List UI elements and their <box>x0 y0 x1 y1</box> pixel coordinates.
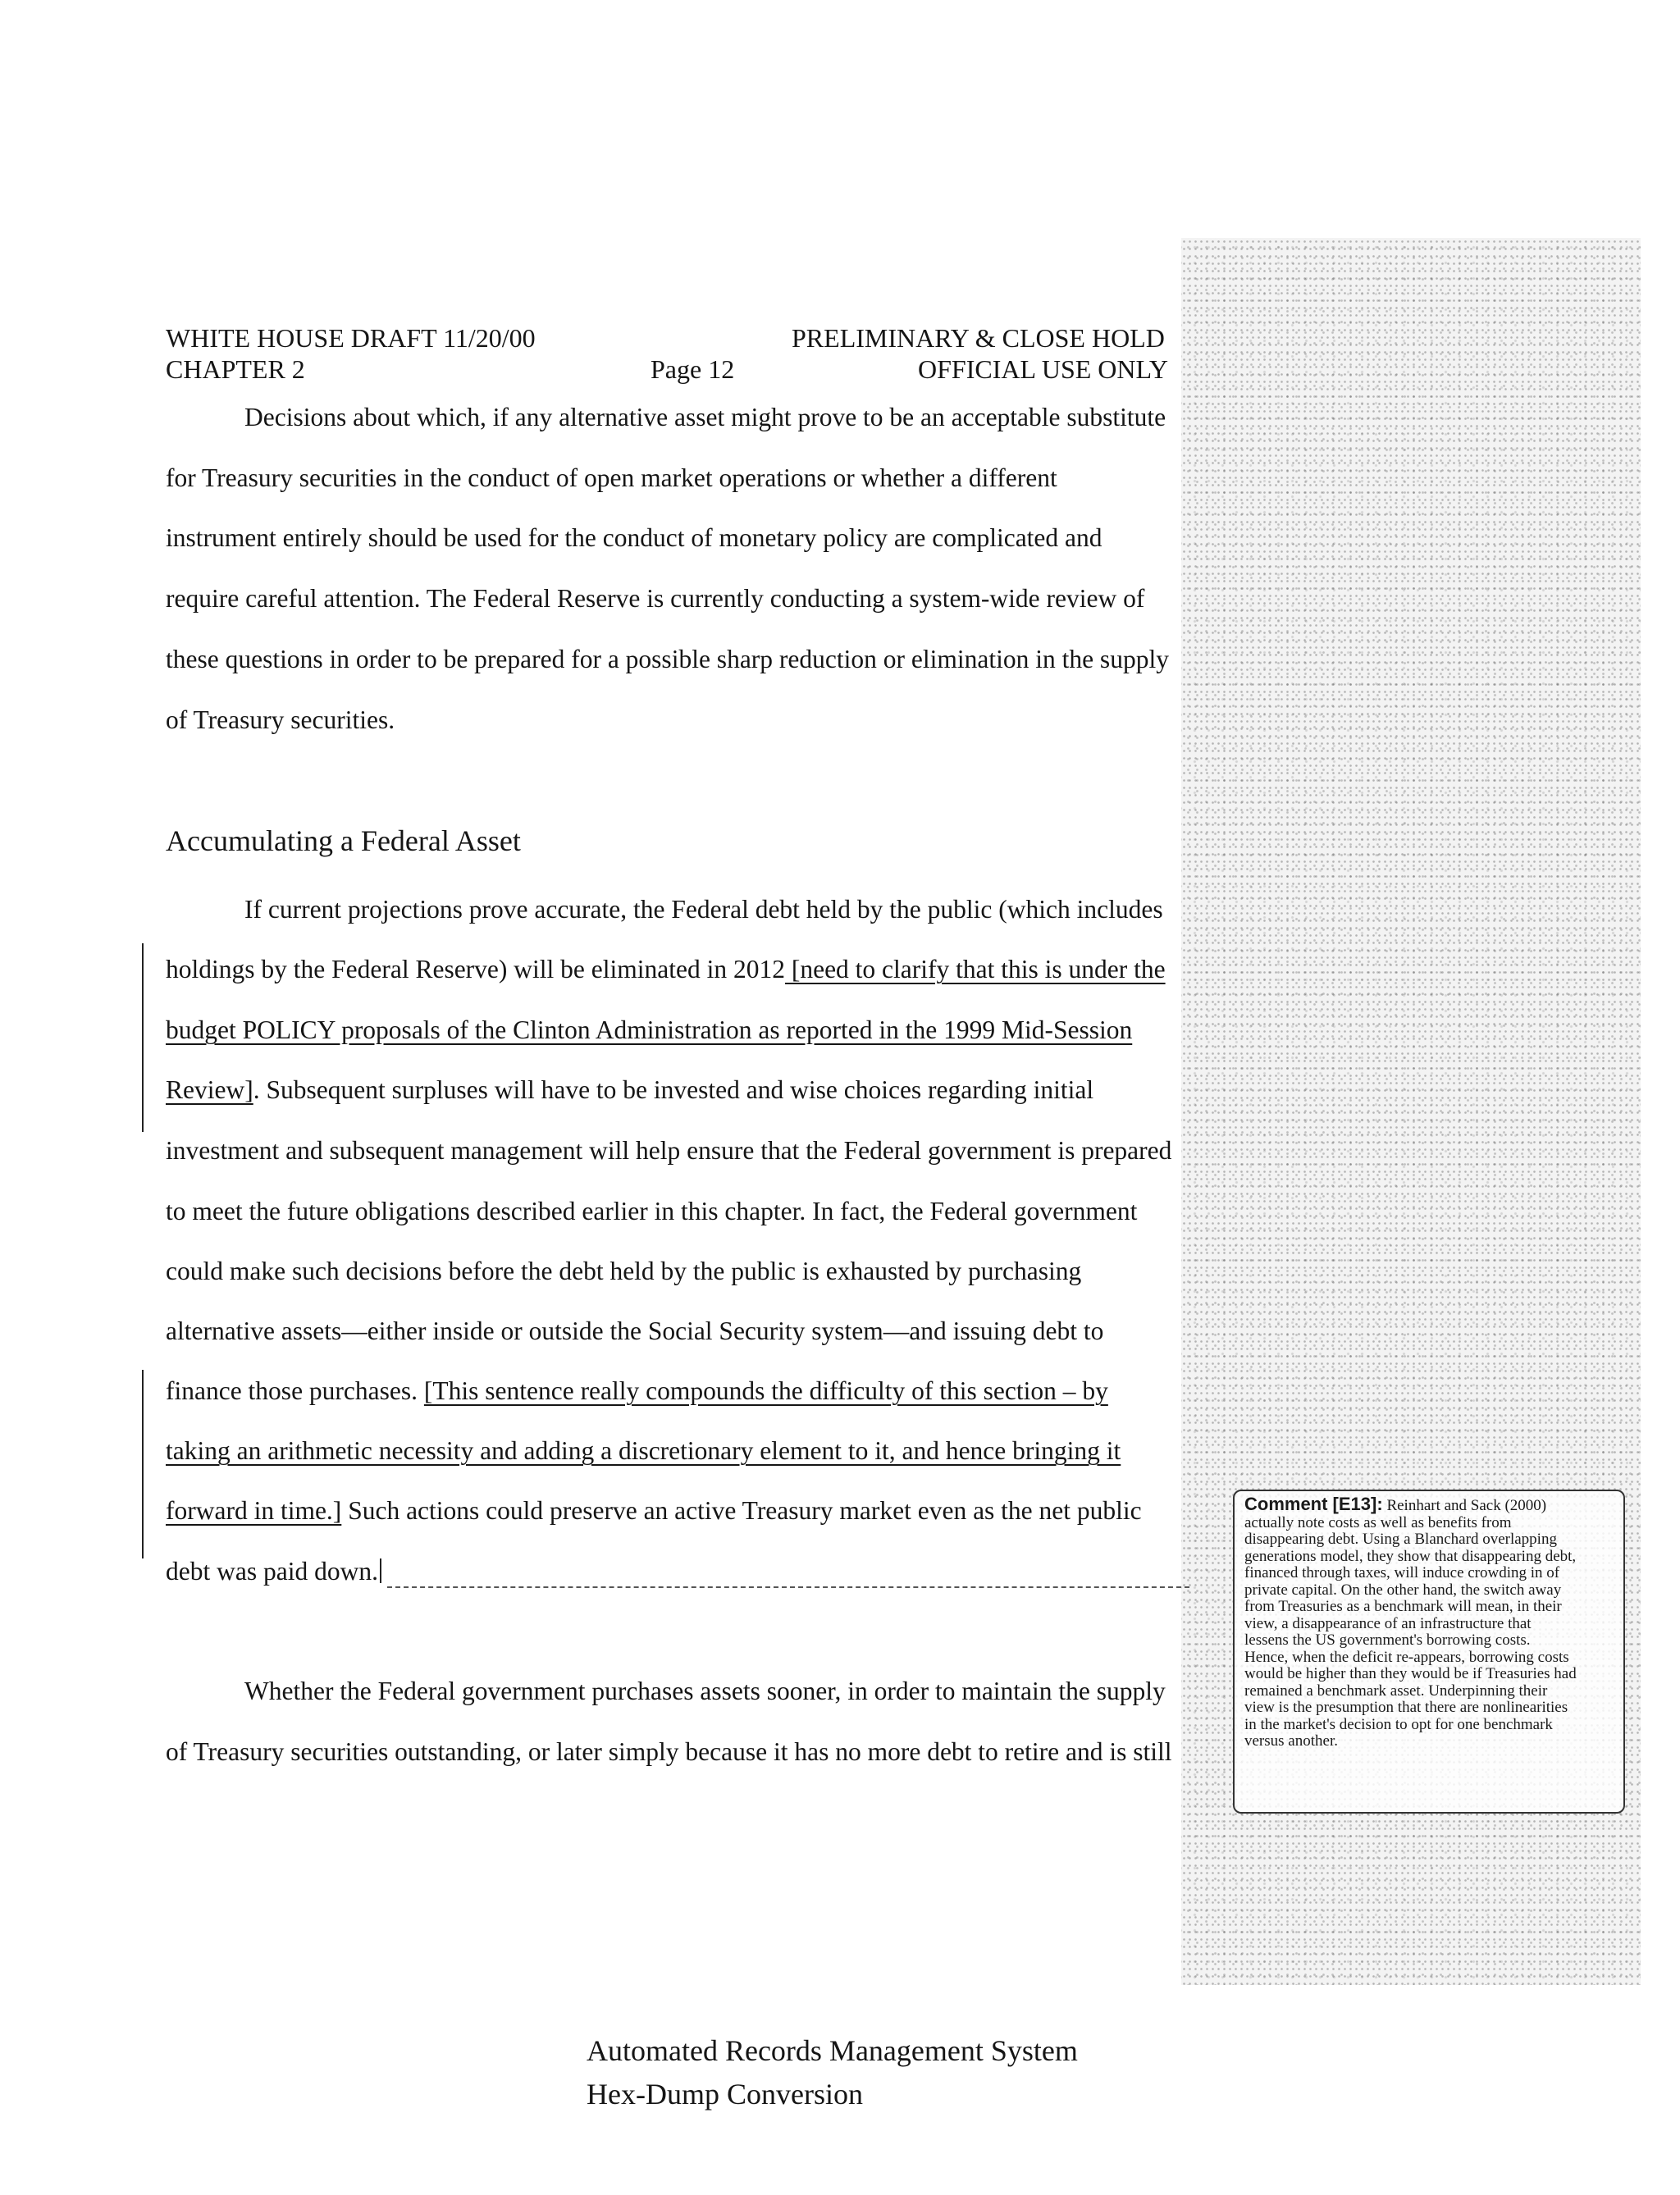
text-line <box>166 1556 381 1587</box>
records-system-stamp: Automated Records Management System <box>587 2034 1078 2067</box>
text-span: debt was paid down. <box>166 1557 378 1586</box>
text-line: instrument entirely should be used for the conduct of monetary policy are complicated and <box>166 523 1102 552</box>
text-line: could make such decisions before the debt held by the public is exhausted by purchasing <box>166 1257 1082 1285</box>
comment-anchor-marker[interactable] <box>380 1558 381 1583</box>
text-line: Whether the Federal government purchases assets sooner, in order to maintain the supply <box>244 1677 1166 1705</box>
comment-line: disappearing debt. Using a Blanchard overlapping <box>1244 1531 1557 1548</box>
comment-line: would be higher than they would be if Treasuries had <box>1244 1666 1577 1682</box>
text-line: If current projections prove accurate, the Federal debt held by the public (which includes <box>244 895 1163 924</box>
comment-line: actually note costs as well as benefits from <box>1244 1514 1512 1531</box>
header-draft-label: WHITE HOUSE DRAFT 11/20/00 <box>166 323 536 353</box>
comment-line: Hence, when the deficit re-appears, borrowing costs <box>1244 1649 1569 1666</box>
text-line: these questions in order to be prepared for a possible sharp reduction or elimination in the supply <box>166 645 1169 673</box>
header-classification: PRELIMINARY & CLOSE HOLD <box>792 323 1165 353</box>
text-span: . Subsequent surpluses will have to be invested and wise choices regarding initial <box>253 1075 1094 1104</box>
header-chapter: CHAPTER 2 <box>166 354 305 384</box>
text-line <box>166 1376 1108 1407</box>
header-official-use: OFFICIAL USE ONLY <box>918 354 1168 384</box>
revision-change-bar <box>142 1370 144 1558</box>
text-line <box>166 954 1166 985</box>
text-line: alternative assets—either inside or outside the Social Security system—and issuing debt to <box>166 1317 1104 1345</box>
tracked-insertion: [This sentence really compounds the difficulty of this section – by <box>423 1376 1108 1405</box>
text-line <box>166 1495 1142 1526</box>
text-line <box>166 1075 1093 1106</box>
text-span: holdings by the Federal Reserve) will be eliminated in 2012 <box>166 955 785 983</box>
tracked-insertion: Review] <box>166 1075 253 1104</box>
tracked-insertion: forward in time.] <box>166 1496 342 1525</box>
comment-line: lessens the US government's borrowing costs. <box>1244 1632 1531 1649</box>
text-span: Such actions could preserve an active Treasury market even as the net public <box>341 1496 1142 1525</box>
comment-line: in the market's decision to opt for one benchmark <box>1244 1716 1553 1733</box>
comment-line: versus another. <box>1244 1733 1338 1750</box>
comment-leader-line <box>387 1586 1189 1588</box>
tracked-insertion: [need to clarify that this is under the <box>784 955 1166 983</box>
comment-line: remained a benchmark asset. Underpinning their <box>1244 1682 1548 1700</box>
comment-line: view, a disappearance of an infrastructure that <box>1244 1615 1532 1632</box>
text-line: to meet the future obligations described earlier in this chapter. In fact, the Federal government <box>166 1197 1138 1225</box>
comment-line: private capital. On the other hand, the switch away <box>1244 1581 1562 1599</box>
section-heading: Accumulating a Federal Asset <box>166 824 521 857</box>
text-line: require careful attention. The Federal Reserve is currently conducting a system-wide review of <box>166 584 1145 613</box>
text-line: of Treasury securities outstanding, or later simply because it has no more debt to retire and is still <box>166 1737 1172 1766</box>
header-page-number: Page 12 <box>651 354 735 384</box>
text-span: finance those purchases. <box>166 1376 424 1405</box>
comment-text: Reinhart and Sack (2000) <box>1382 1497 1547 1514</box>
comment-label: Comment [E13]: <box>1244 1496 1383 1514</box>
comment-line: financed through taxes, will induce crowding in of <box>1244 1565 1560 1581</box>
tracked-insertion: taking an arithmetic necessity and adding a discretionary element to it, and hence bringing it <box>166 1436 1121 1465</box>
text-line: Decisions about which, if any alternative asset might prove to be an acceptable substitute <box>244 403 1166 431</box>
comment-line: generations model, they show that disappearing debt, <box>1244 1548 1577 1565</box>
text-line: of Treasury securities. <box>166 705 395 734</box>
text-line: investment and subsequent management will help ensure that the Federal government is prepared <box>166 1136 1172 1165</box>
comment-line <box>1244 1496 1615 1515</box>
text-line: for Treasury securities in the conduct of open market operations or whether a different <box>166 463 1057 492</box>
comment-line: view is the presumption that there are nonlinearities <box>1244 1700 1568 1716</box>
hex-dump-stamp: Hex-Dump Conversion <box>587 2078 863 2111</box>
comment-line: from Treasuries as a benchmark will mean, in their <box>1244 1599 1562 1615</box>
tracked-insertion: budget POLICY proposals of the Clinton Administration as reported in the 1999 Mid-Session <box>166 1015 1133 1044</box>
revision-change-bar <box>142 943 144 1132</box>
comment-balloon[interactable] <box>1233 1490 1625 1814</box>
